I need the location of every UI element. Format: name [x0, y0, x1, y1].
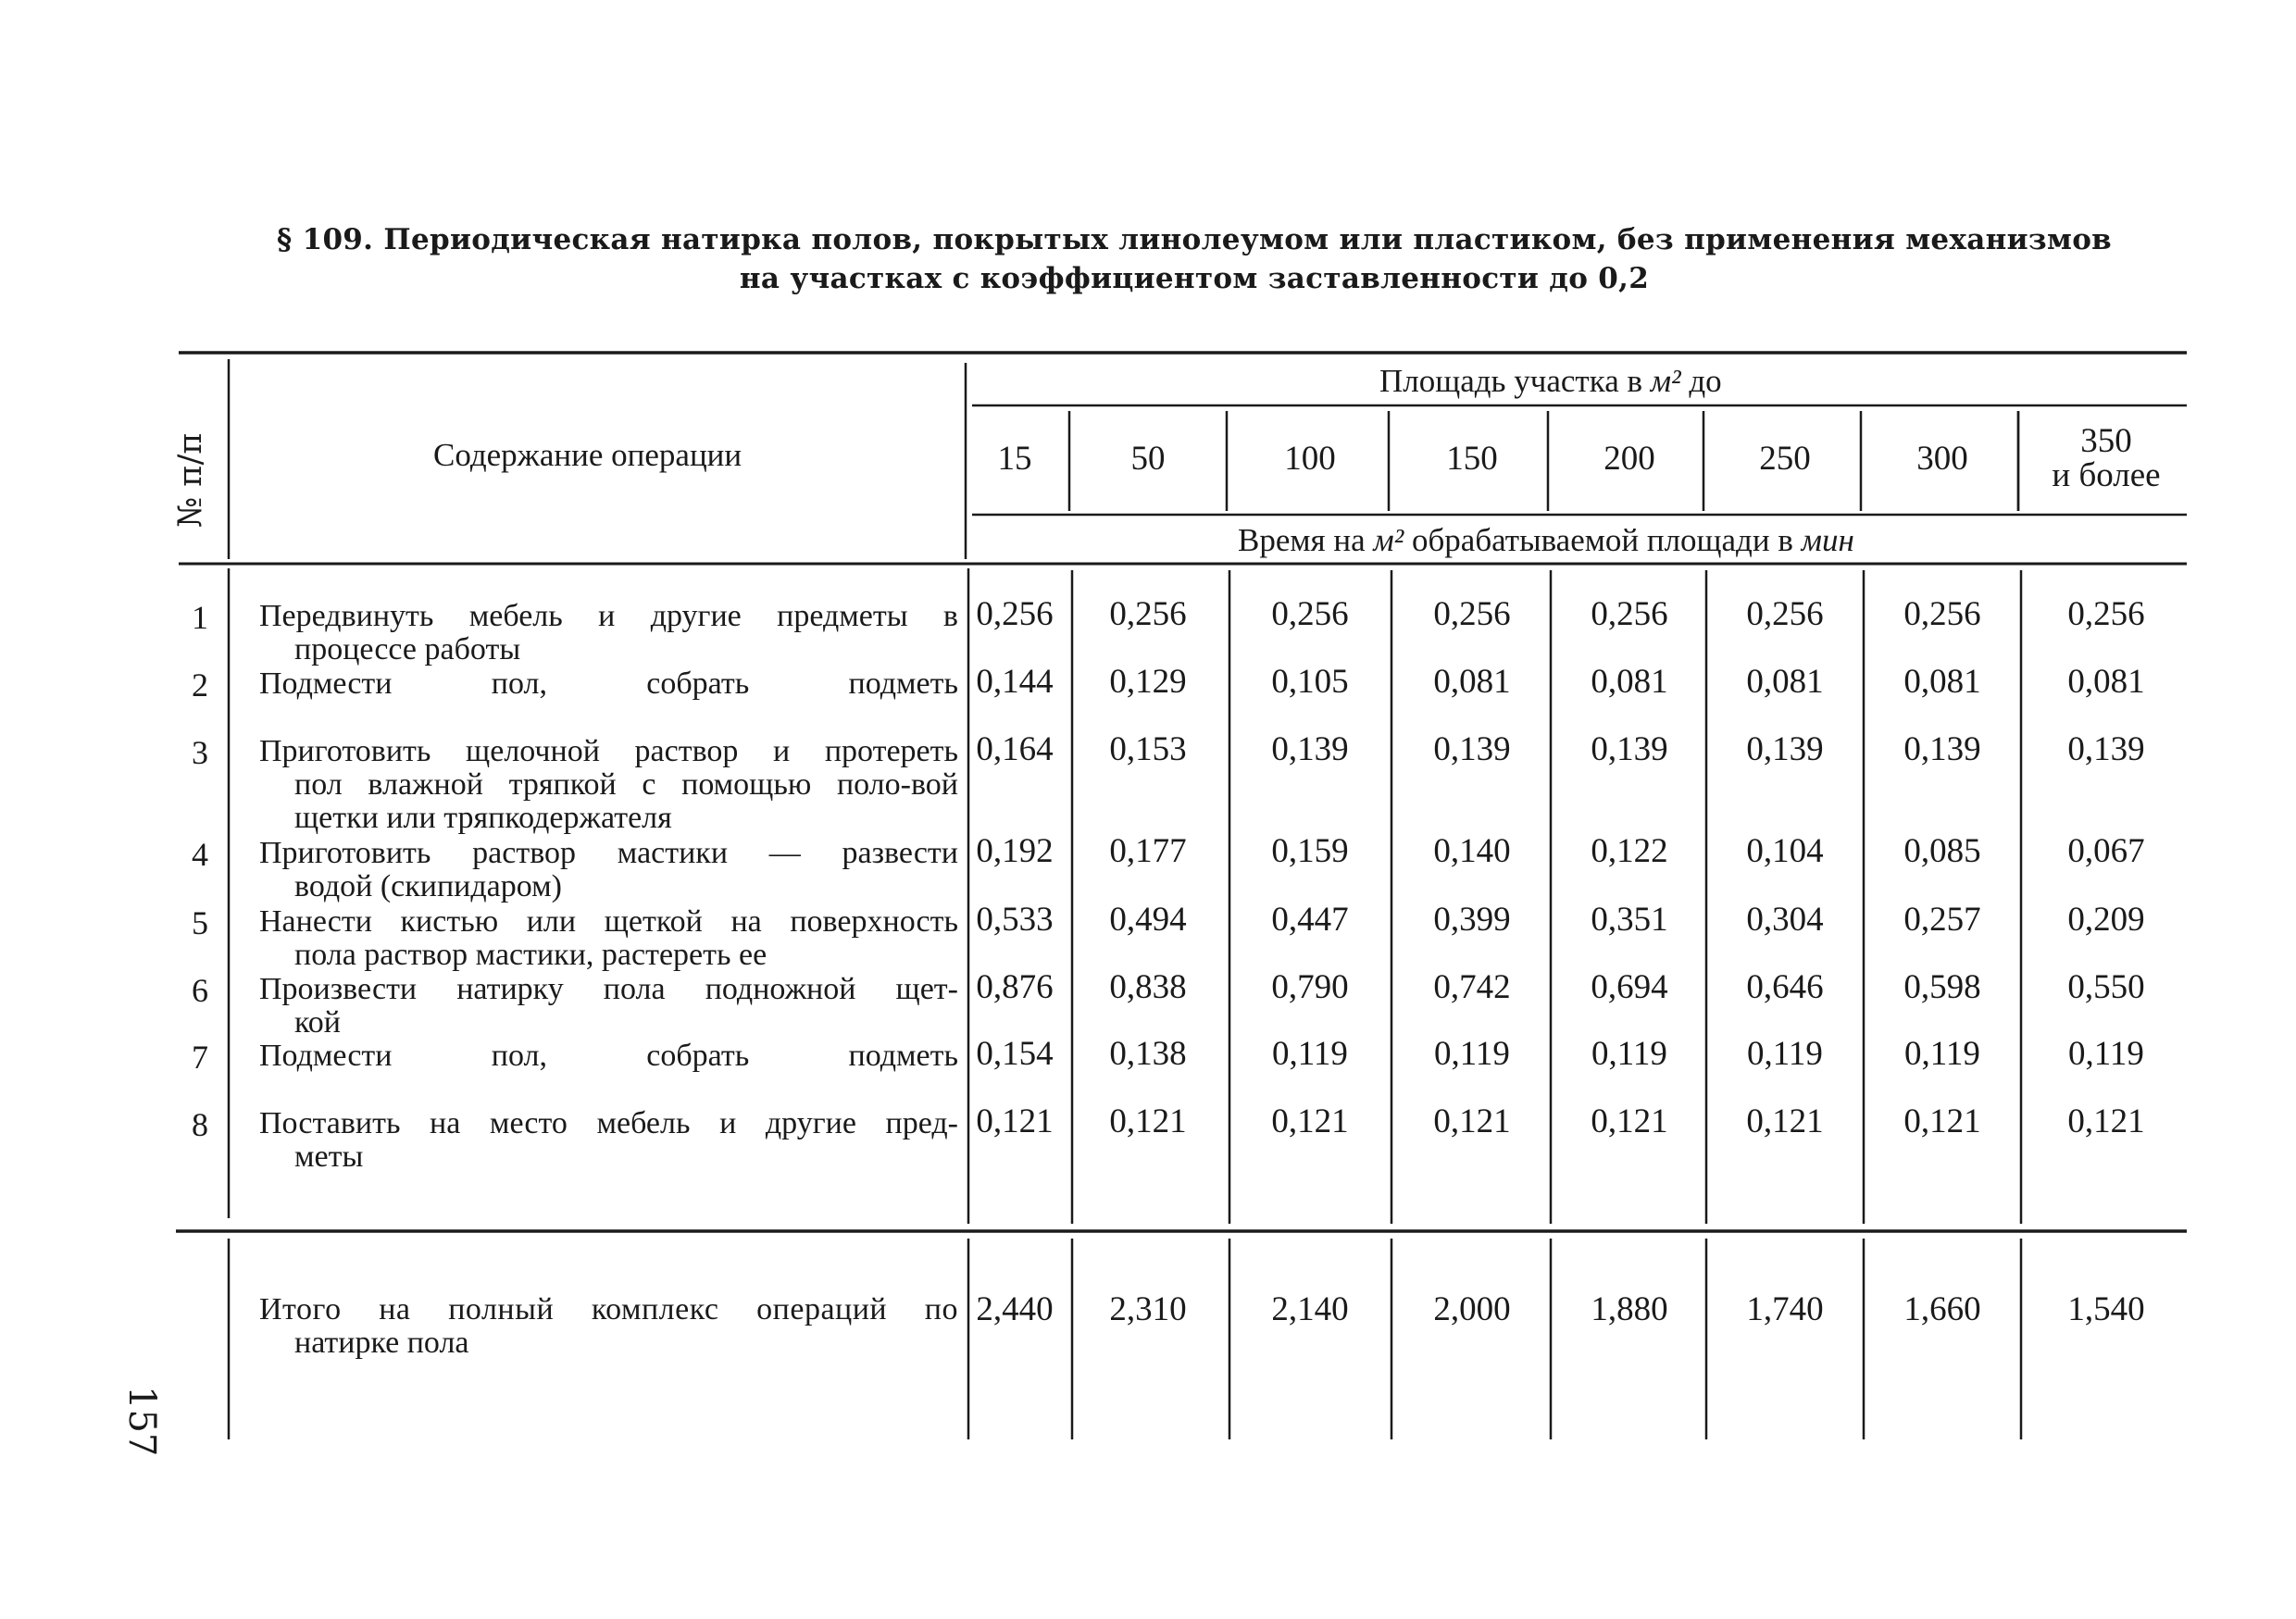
- operation-continuation: меты: [294, 1140, 364, 1174]
- total-value: 1,540: [2067, 1290, 2145, 1328]
- title-line-1: § 109. Периодическая натирка полов, покрытых линолеумом или пластиком, без применения механизмов: [276, 223, 2113, 256]
- operation-continuation: водой (скипидаром): [294, 869, 562, 903]
- table-cell-value: 0,140: [1433, 832, 1511, 870]
- table-cell-value: 0,139: [1746, 730, 1824, 768]
- row-number: 3: [192, 734, 208, 771]
- operation-line-1: Нанести кистью или щеткой на поверхность: [259, 904, 958, 939]
- total-value: 1,660: [1903, 1290, 1981, 1328]
- operation-line-1: Произвести натирку пола подножной щет-: [259, 972, 958, 1006]
- area-header-100: 100: [1284, 440, 1336, 478]
- operation-line-1: Передвинуть мебель и другие предметы в: [259, 599, 958, 633]
- operation-text: [259, 600, 958, 666]
- total-value: 2,310: [1109, 1290, 1187, 1328]
- table-cell-value: 0,119: [1591, 1035, 1667, 1073]
- table-cell-value: 0,256: [1591, 595, 1668, 633]
- operation-text: [259, 667, 958, 701]
- table-cell-value: 0,081: [1591, 663, 1668, 701]
- table-cell-value: 0,138: [1109, 1035, 1187, 1073]
- table-cell-value: 0,209: [2067, 901, 2145, 939]
- table-cell-value: 0,129: [1109, 663, 1187, 701]
- total-value: 1,740: [1746, 1290, 1824, 1328]
- area-label-pre: Площадь участка в: [1379, 363, 1651, 399]
- table-cell-value: 0,447: [1271, 901, 1349, 939]
- row-number: 8: [192, 1106, 208, 1143]
- table-cell-value: 0,256: [2067, 595, 2145, 633]
- table-cell-value: 0,154: [976, 1035, 1054, 1073]
- row-number: 6: [192, 972, 208, 1009]
- table-cell-value: 0,139: [2067, 730, 2145, 768]
- table-cell-value: 0,122: [1591, 832, 1668, 870]
- table-cell-value: 0,067: [2067, 832, 2145, 870]
- table-cell-value: 0,119: [1434, 1035, 1510, 1073]
- table-cell-value: 0,121: [1271, 1102, 1349, 1140]
- table-cell-value: 0,121: [1746, 1102, 1824, 1140]
- table-cell-value: 0,257: [1903, 901, 1981, 939]
- table-cell-value: 0,139: [1271, 730, 1349, 768]
- column-header-operation: Содержание операции: [433, 437, 742, 473]
- table-cell-value: 0,838: [1109, 968, 1187, 1006]
- table-cell-value: 0,119: [1272, 1035, 1348, 1073]
- area-header: [1379, 363, 1722, 400]
- area-header-50: 50: [1130, 440, 1166, 478]
- area-header-15: 15: [997, 440, 1032, 478]
- operation-continuation: пол влажной тряпкой с помощью поло-вой щетки или тряпкодержателя: [294, 767, 958, 835]
- table-cell-value: 0,598: [1903, 968, 1981, 1006]
- operation-text: [259, 973, 958, 1040]
- table-cell-value: 0,139: [1591, 730, 1668, 768]
- operation-continuation: процессе работы: [294, 632, 521, 666]
- table-cell-value: 0,119: [1904, 1035, 1980, 1073]
- time-unit: м²: [1373, 522, 1404, 558]
- time-label-mid: обрабатываемой площади в: [1404, 522, 1802, 558]
- time-header: [1238, 522, 1854, 559]
- table-cell-value: 0,121: [1433, 1102, 1511, 1140]
- area-header-250: 250: [1759, 440, 1811, 478]
- row-number: 2: [192, 666, 208, 704]
- total-label-continuation: натирке пола: [294, 1326, 469, 1360]
- page-number: 157: [120, 1386, 163, 1457]
- table-cell-value: 0,139: [1433, 730, 1511, 768]
- total-value: 2,440: [976, 1290, 1054, 1328]
- operation-line-1: Приготовить раствор мастики — развести: [259, 836, 958, 870]
- table-cell-value: 0,159: [1271, 832, 1349, 870]
- table-cell-value: 0,351: [1591, 901, 1668, 939]
- table-cell-value: 0,081: [1903, 663, 1981, 701]
- operation-line-1: Подмести пол, собрать подметь: [259, 666, 958, 701]
- table-cell-value: 0,876: [976, 968, 1054, 1006]
- table-cell-value: 0,081: [1433, 663, 1511, 701]
- table-cell-value: 0,119: [2068, 1035, 2144, 1073]
- table-cell-value: 0,790: [1271, 968, 1349, 1006]
- table-cell-value: 0,256: [1903, 595, 1981, 633]
- table-cell-value: 0,256: [1109, 595, 1187, 633]
- table-cell-value: 0,164: [976, 730, 1054, 768]
- row-number: 4: [192, 836, 208, 873]
- operation-continuation: кой: [294, 1005, 341, 1040]
- total-label-line-1: Итого на полный комплекс операций по: [259, 1292, 958, 1326]
- area-header-300: 300: [1916, 440, 1968, 478]
- table-cell-value: 0,105: [1271, 663, 1349, 701]
- row-number: 1: [192, 599, 208, 636]
- table-cell-value: 0,646: [1746, 968, 1824, 1006]
- operation-text: [259, 905, 958, 972]
- time-label-pre: Время на: [1238, 522, 1374, 558]
- area-header-150: 150: [1446, 440, 1498, 478]
- table-cell-value: 0,694: [1591, 968, 1668, 1006]
- table-cell-value: 0,256: [1746, 595, 1824, 633]
- table-cell-value: 0,121: [1109, 1102, 1187, 1140]
- title-line-2: на участках с коэффициентом заставленности до 0,2: [739, 262, 1650, 295]
- total-value: 2,000: [1433, 1290, 1511, 1328]
- row-number: 5: [192, 904, 208, 941]
- table-cell-value: 0,399: [1433, 901, 1511, 939]
- area-label-post: до: [1680, 363, 1722, 399]
- table-cell-value: 0,081: [1746, 663, 1824, 701]
- table-cell-value: 0,119: [1747, 1035, 1823, 1073]
- area-header-suffix: и более: [2052, 456, 2161, 494]
- operation-text: [259, 735, 958, 835]
- table-cell-value: 0,533: [976, 901, 1054, 939]
- table-cell-value: 0,550: [2067, 968, 2145, 1006]
- total-value: 1,880: [1591, 1290, 1668, 1328]
- table-cell-value: 0,494: [1109, 901, 1187, 939]
- operation-text: [259, 837, 958, 903]
- table-cell-value: 0,121: [2067, 1102, 2145, 1140]
- area-header-350: 350: [2080, 422, 2132, 460]
- table-cell-value: 0,121: [1591, 1102, 1668, 1140]
- table-cell-value: 0,085: [1903, 832, 1981, 870]
- table-cell-value: 0,144: [976, 663, 1054, 701]
- total-label: [259, 1293, 958, 1360]
- row-number: 7: [192, 1039, 208, 1076]
- table-cell-value: 0,192: [976, 832, 1054, 870]
- total-value: 2,140: [1271, 1290, 1349, 1328]
- table-cell-value: 0,104: [1746, 832, 1824, 870]
- table-cell-value: 0,153: [1109, 730, 1187, 768]
- time-unit-min: мин: [1801, 522, 1854, 558]
- operation-continuation: пола раствор мастики, растереть ее: [294, 938, 767, 972]
- table-cell-value: 0,742: [1433, 968, 1511, 1006]
- table-cell-value: 0,304: [1746, 901, 1824, 939]
- area-header-200: 200: [1603, 440, 1655, 478]
- table-cell-value: 0,081: [2067, 663, 2145, 701]
- operation-line-1: Приготовить щелочной раствор и протереть: [259, 734, 958, 768]
- operation-text: [259, 1040, 958, 1073]
- table-cell-value: 0,177: [1109, 832, 1187, 870]
- table-cell-value: 0,256: [1271, 595, 1349, 633]
- table-cell-value: 0,121: [976, 1102, 1054, 1140]
- table-cell-value: 0,256: [976, 595, 1054, 633]
- table-cell-value: 0,121: [1903, 1102, 1981, 1140]
- table-cell-value: 0,139: [1903, 730, 1981, 768]
- area-unit: м²: [1650, 363, 1681, 399]
- column-header-number: № п/п: [172, 432, 209, 528]
- table-cell-value: 0,256: [1433, 595, 1511, 633]
- operation-text: [259, 1107, 958, 1174]
- operation-line-1: Поставить на место мебель и другие пред-: [259, 1106, 958, 1140]
- operation-line-1: Подмести пол, собрать подметь: [259, 1039, 958, 1073]
